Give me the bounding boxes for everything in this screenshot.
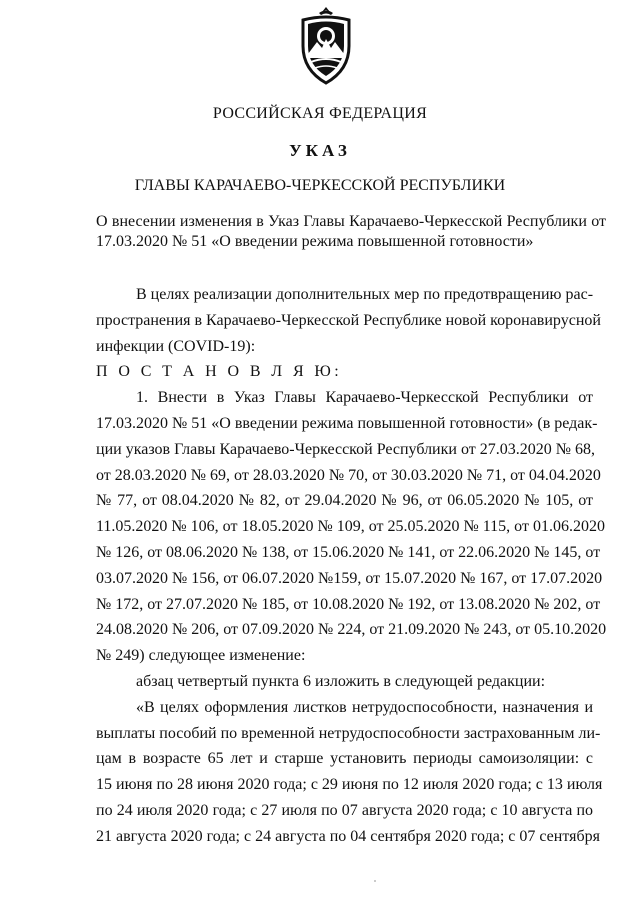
document-body [96,282,607,850]
body-line: 17.03.2020 № 51 «О введении режима повышенной готовности» (в редак- [96,414,598,432]
country-heading: РОССИЙСКАЯ ФЕДЕРАЦИЯ [212,105,428,122]
body-line: № 126, от 08.06.2020 № 138, от 15.06.2020 № 141, от 22.06.2020 № 145, от [96,543,601,561]
issuer-heading: ГЛАВЫ КАРАЧАЕВО-ЧЕРКЕССКОЙ РЕСПУБЛИКИ [134,177,506,194]
subject-line: О внесении изменения в Указ Главы Карачаево-Черкесской Республики от [96,213,606,230]
body-line: пространения в Карачаево-Черкесской Республике новой коронавирусной [96,311,601,329]
body-line: 11.05.2020 № 106, от 18.05.2020 № 109, от 25.05.2020 № 115, от 01.06.2020 [96,518,605,536]
body-line: инфекции (COVID-19): [96,337,256,355]
body-line: 15 июня по 28 июня 2020 года; с 29 июня по 12 июля 2020 года; с 13 июля [96,776,603,794]
body-line: 24.08.2020 № 206, от 07.09.2020 № 224, от 21.09.2020 № 243, от 05.10.2020 [96,621,607,639]
scan-speck [374,880,376,882]
body-line: ции указов Главы Карачаево-Черкесской Республики от 27.03.2020 № 68, [96,440,595,458]
body-line: по 24 июля 2020 года; с 27 июля по 07 августа 2020 года; с 10 августа по [96,801,593,819]
body-line: В целях реализации дополнительных мер по предотвращению рас- [136,286,594,303]
body-line: от 28.03.2020 № 69, от 28.03.2020 № 70, от 30.03.2020 № 71, от 04.04.2020 [96,466,601,484]
body-line: 1. Внести в Указ Главы Карачаево-Черкесской Республики от [136,389,593,407]
body-line: цам в возрасте 65 лет и старше установить периоды самоизоляции: с [96,750,593,768]
document-type-heading: УКАЗ [289,141,351,160]
coat-of-arms-icon [297,6,355,86]
subject-line: 17.03.2020 № 51 «О введении режима повышенной готовности» [96,233,534,250]
body-line: «В целях оформления листков нетрудоспособности, назначения и [136,698,593,716]
resolution-word: П О С Т А Н О В Л Я Ю: [96,363,343,381]
body-line: абзац четвертый пункта 6 изложить в следующей редакции: [136,672,546,690]
body-line: выплаты пособий по временной нетрудоспособности застрахованным ли- [96,724,601,742]
document-subject [96,212,606,252]
body-line: 03.07.2020 № 156, от 06.07.2020 №159, от 15.07.2020 № 167, от 17.07.2020 [96,569,603,587]
body-line: № 172, от 27.07.2020 № 185, от 10.08.2020 № 192, от 13.08.2020 № 202, от [96,595,601,613]
body-line: № 77, от 08.04.2020 № 82, от 29.04.2020 № 96, от 06.05.2020 № 105, от [96,492,593,510]
body-line: 21 августа 2020 года; с 24 августа по 04 сентября 2020 года; с 07 сентября [96,827,600,845]
body-line: № 249) следующее изменение: [96,647,306,665]
